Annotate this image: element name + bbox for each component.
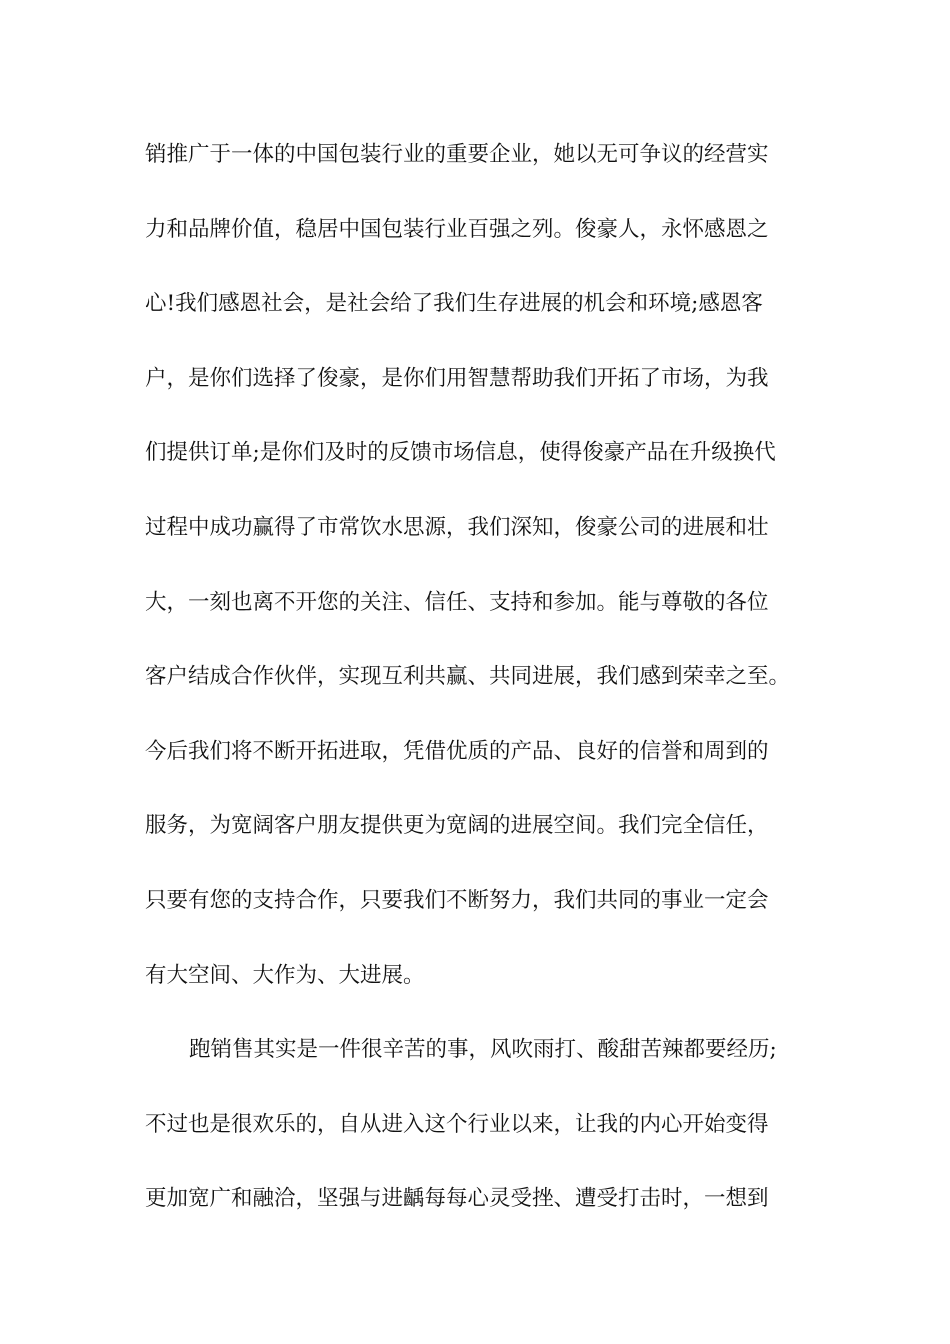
text-line: 们提供订单;是你们及时的反馈市场信息，使得俊豪产品在升级换代: [145, 440, 776, 466]
text-line: 只要有您的支持合作，只要我们不断努力，我们共同的事业一定会: [145, 887, 769, 913]
text-line: 户，是你们选择了俊豪，是你们用智慧帮助我们开拓了市场，为我: [145, 365, 769, 391]
text-line: 今后我们将不断开拓进取，凭借优质的产品、良好的信誉和周到的: [145, 738, 769, 764]
text-line: 大，一刻也离不开您的关注、信任、支持和参加。能与尊敬的各位: [145, 589, 769, 615]
text-line: 服务，为宽阔客户朋友提供更为宽阔的进展空间。我们完全信任，: [145, 813, 769, 839]
paragraph-start-line: 跑销售其实是一件很辛苦的事，风吹雨打、酸甜苦辣都要经历;: [189, 1037, 777, 1063]
text-line: 不过也是很欢乐的，自从进入这个行业以来，让我的内心开始变得: [145, 1111, 769, 1137]
text-line: 销推广于一体的中国包装行业的重要企业，她以无可争议的经营实: [145, 142, 769, 167]
text-line: 有大空间、大作为、大进展。: [145, 962, 425, 988]
text-line: 更加宽广和融洽，坚强与进齲每每心灵受挫、遭受打击时，一想到: [145, 1186, 769, 1212]
body-text: [145, 131, 845, 1250]
text-line: 过程中成功赢得了市常饮水思源，我们深知，俊豪公司的进展和壮: [145, 514, 769, 540]
text-line: 力和品牌价值，稳居中国包装行业百强之列。俊豪人，永怀感恩之: [145, 216, 769, 242]
text-line: 心!我们感恩社会，是社会给了我们生存进展的机会和环境;感恩客: [145, 291, 763, 317]
text-line: 客户结成合作伙伴，实现互利共赢、共同进展，我们感到荣幸之至。: [145, 664, 791, 690]
